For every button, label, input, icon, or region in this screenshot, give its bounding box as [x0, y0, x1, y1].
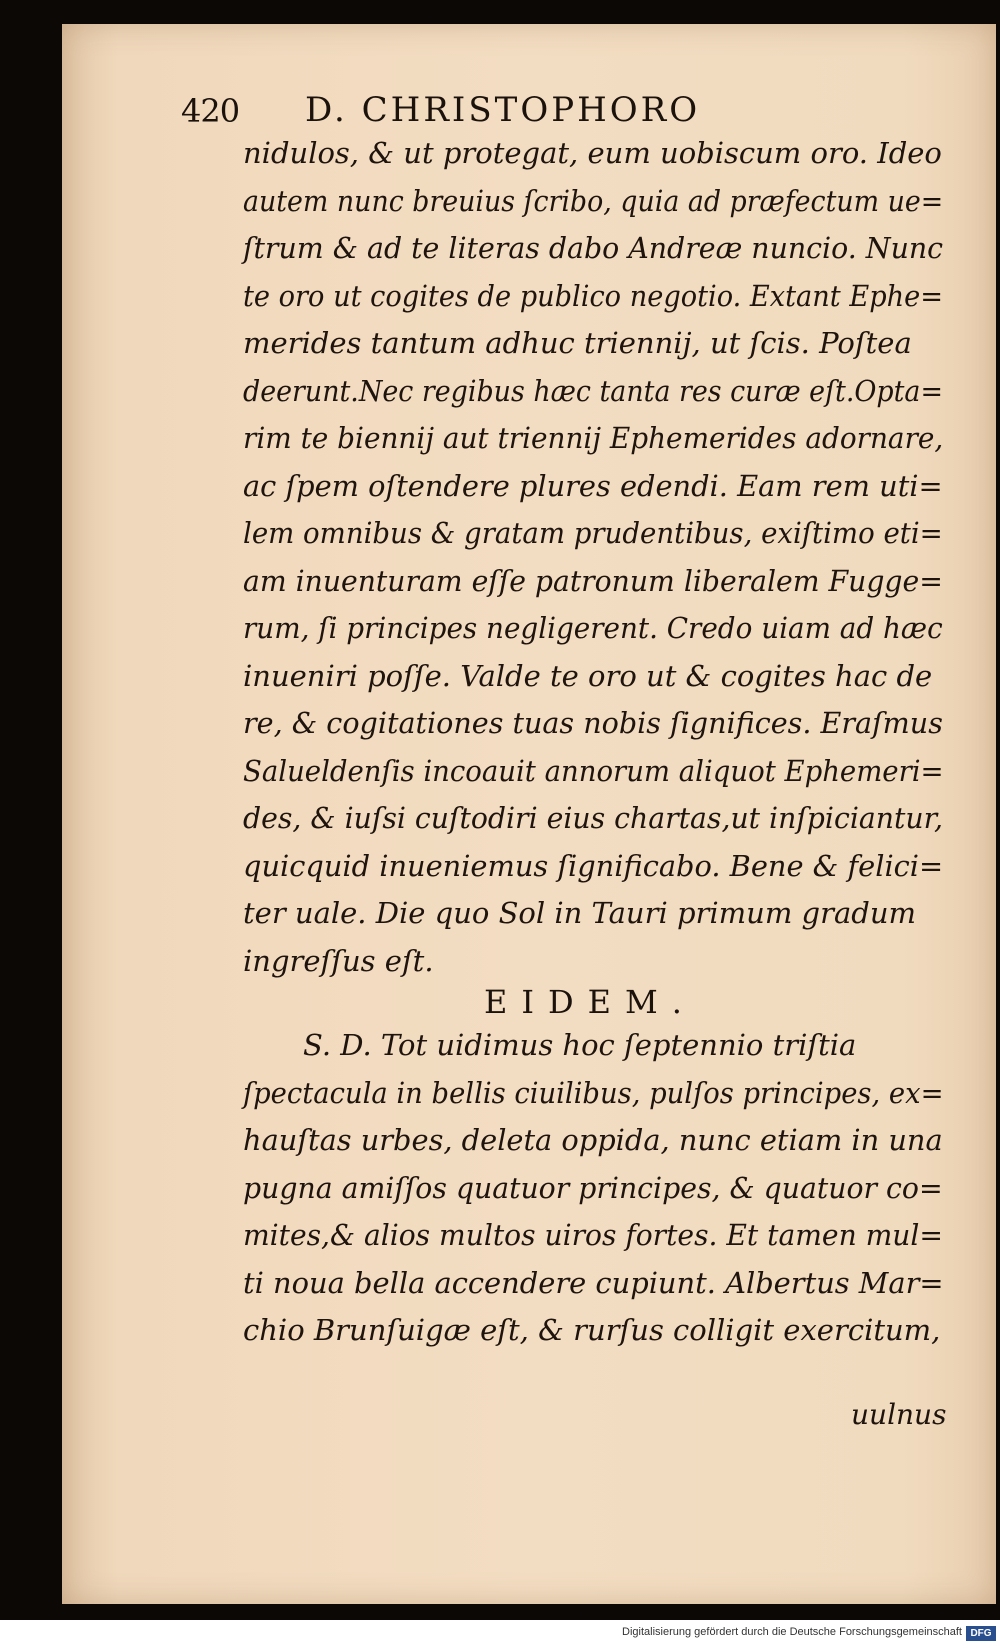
- letter-paragraph-1: [243, 130, 943, 985]
- text-line: te oro ut cogites de publico negotio. Extant Ephe=: [243, 278, 944, 313]
- text-line: S. D. Tot uidimus hoc ſeptennio triſtia: [303, 1028, 857, 1062]
- dfg-logo: DFG: [966, 1626, 996, 1641]
- text-line: inueniri poſſe. Valde te oro ut & cogites hac de: [243, 658, 933, 693]
- text-line: deerunt.Nec regibus hæc tanta res curæ eſt.Opta=: [243, 373, 943, 408]
- text-line: ſtrum & ad te literas dabo Andreæ nuncio. Nunc: [243, 231, 944, 265]
- catchword: uulnus: [851, 1398, 947, 1431]
- text-line: quicquid inueniemus ſignificabo. Bene & felici=: [243, 848, 944, 883]
- text-line: des, & iuſsi cuſtodiri eius chartas,ut inſpiciantur,: [243, 801, 944, 835]
- text-line: ſpectacula in bellis ciuilibus, pulſos principes, ex=: [243, 1075, 944, 1110]
- text-line: autem nunc breuius ſcribo, quia ad præfectum ue=: [243, 183, 944, 218]
- text-line: mites,& alios multos uiros fortes. Et tamen mul=: [243, 1218, 944, 1252]
- text-line: Salueldenſis incoauit annorum aliquot Ephemeri=: [243, 753, 944, 788]
- text-line: rim te biennij aut triennij Ephemerides adornare,: [243, 421, 944, 455]
- funding-credit: Digitalisierung gefördert durch die Deutsche Forschungsgemeinschaft: [622, 1626, 962, 1638]
- digitization-footer: [0, 1620, 1000, 1648]
- letter-paragraph-2: [243, 1022, 943, 1355]
- running-title: D. CHRISTOPHORO: [305, 90, 701, 130]
- text-line: lem omnibus & gratam prudentibus, exiſtimo eti=: [243, 516, 943, 550]
- text-line: ingreſſus eſt.: [243, 943, 434, 978]
- text-line: re, & cogitationes tuas nobis ſignifices. Eraſmus: [243, 706, 943, 740]
- text-line: pugna amiſſos quatuor principes, & quatuor co=: [243, 1170, 943, 1205]
- section-heading: EIDEM.: [484, 983, 696, 1021]
- text-line: merides tantum adhuc triennij, ut ſcis. Poſtea: [243, 326, 912, 360]
- text-line: am inuenturam eſſe patronum liberalem Fugge=: [243, 563, 943, 598]
- page-number: 420: [181, 92, 240, 130]
- text-line: hauſtas urbes, deleta oppida, nunc etiam in una: [243, 1123, 943, 1157]
- text-line: chio Brunſuigæ eſt, & rurſus colligit exercitum,: [243, 1313, 941, 1347]
- text-line: nidulos, & ut protegat, eum uobiscum oro. Ideo: [243, 136, 942, 170]
- text-line: ter uale. Die quo Sol in Tauri primum gradum: [243, 896, 917, 930]
- text-line: ti noua bella accendere cupiunt. Albertus Mar=: [243, 1265, 944, 1300]
- text-line: rum, ſi principes negligerent. Credo uiam ad hæc: [243, 611, 943, 645]
- text-line: ac ſpem oſtendere plures edendi. Eam rem uti=: [243, 468, 943, 503]
